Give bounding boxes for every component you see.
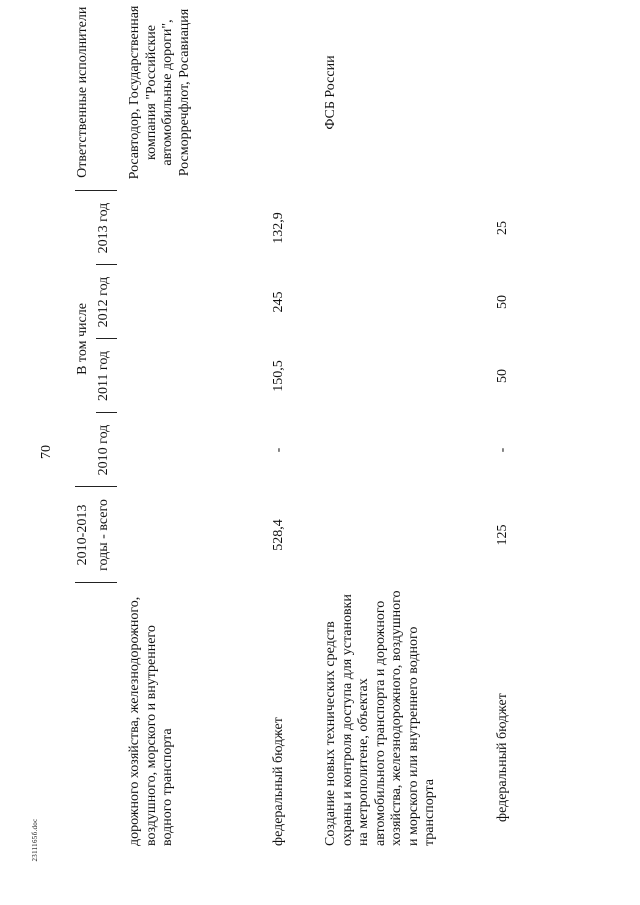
row-2010 — [117, 413, 231, 487]
header-incl-label: В том числе — [75, 191, 96, 487]
row-total — [117, 487, 231, 583]
header-total-line1: 2010-2013 — [75, 487, 96, 583]
row-2012 — [313, 265, 485, 339]
row-responsible: Росавтодор, Государственная компания "Российские автомобильные дороги", Росморречфлот, Росавиация — [127, 5, 192, 180]
budget-table — [75, 0, 545, 858]
page-number: 70 — [39, 445, 54, 459]
row-2012: 50 — [495, 295, 510, 309]
row-responsible: ФСБ России — [323, 55, 338, 130]
header-year-2012: 2012 год — [96, 265, 117, 339]
row-2011 — [117, 339, 231, 413]
header-year-2011: 2011 год — [96, 339, 117, 413]
header-empty-name — [75, 583, 96, 858]
row-2011 — [313, 339, 485, 413]
rotated-table-frame — [75, 5, 615, 858]
row-2010: - — [495, 447, 510, 453]
table-row — [117, 0, 231, 858]
row-2013 — [117, 191, 231, 265]
row-name: федеральный бюджет — [271, 717, 286, 846]
table-row — [231, 0, 313, 858]
header-responsible — [75, 0, 117, 191]
header-year-2010: 2010 год — [96, 413, 117, 487]
header-responsible-text: Ответственные исполнители — [75, 6, 90, 178]
table-row — [485, 0, 545, 858]
row-2011: 150,5 — [271, 360, 286, 392]
row-name: дорожного хозяйства, железнодорожного, воздушного, морского и внутреннего водного транспорта — [127, 596, 176, 846]
row-2013: 132,9 — [271, 212, 286, 244]
header-empty-name-2 — [96, 583, 117, 858]
table-row — [313, 0, 485, 858]
row-2010 — [313, 413, 485, 487]
row-2012: 245 — [271, 291, 286, 313]
row-responsible — [485, 0, 545, 191]
row-name: федеральный бюджет — [495, 693, 510, 822]
row-responsible — [231, 0, 313, 191]
row-total: 125 — [495, 524, 510, 546]
row-2013 — [313, 191, 485, 265]
row-total — [313, 487, 485, 583]
header-total-line2: годы - всего — [96, 487, 117, 583]
row-2010: - — [271, 447, 286, 453]
document-code: 2311165б.doc — [31, 818, 39, 862]
row-2012 — [117, 265, 231, 339]
row-name: Создание новых технических средств охраны и контроля доступа для установки на метрополитене, объектах автомобильного транспорта и дорожного хозяйства, железнодорожного, воздушного и морского или внутреннего водного транспорта — [323, 590, 438, 846]
row-2011: 50 — [495, 369, 510, 383]
header-row-top — [75, 0, 96, 858]
row-total: 528,4 — [271, 519, 286, 551]
row-2013: 25 — [495, 221, 510, 235]
header-year-2013: 2013 год — [96, 191, 117, 265]
